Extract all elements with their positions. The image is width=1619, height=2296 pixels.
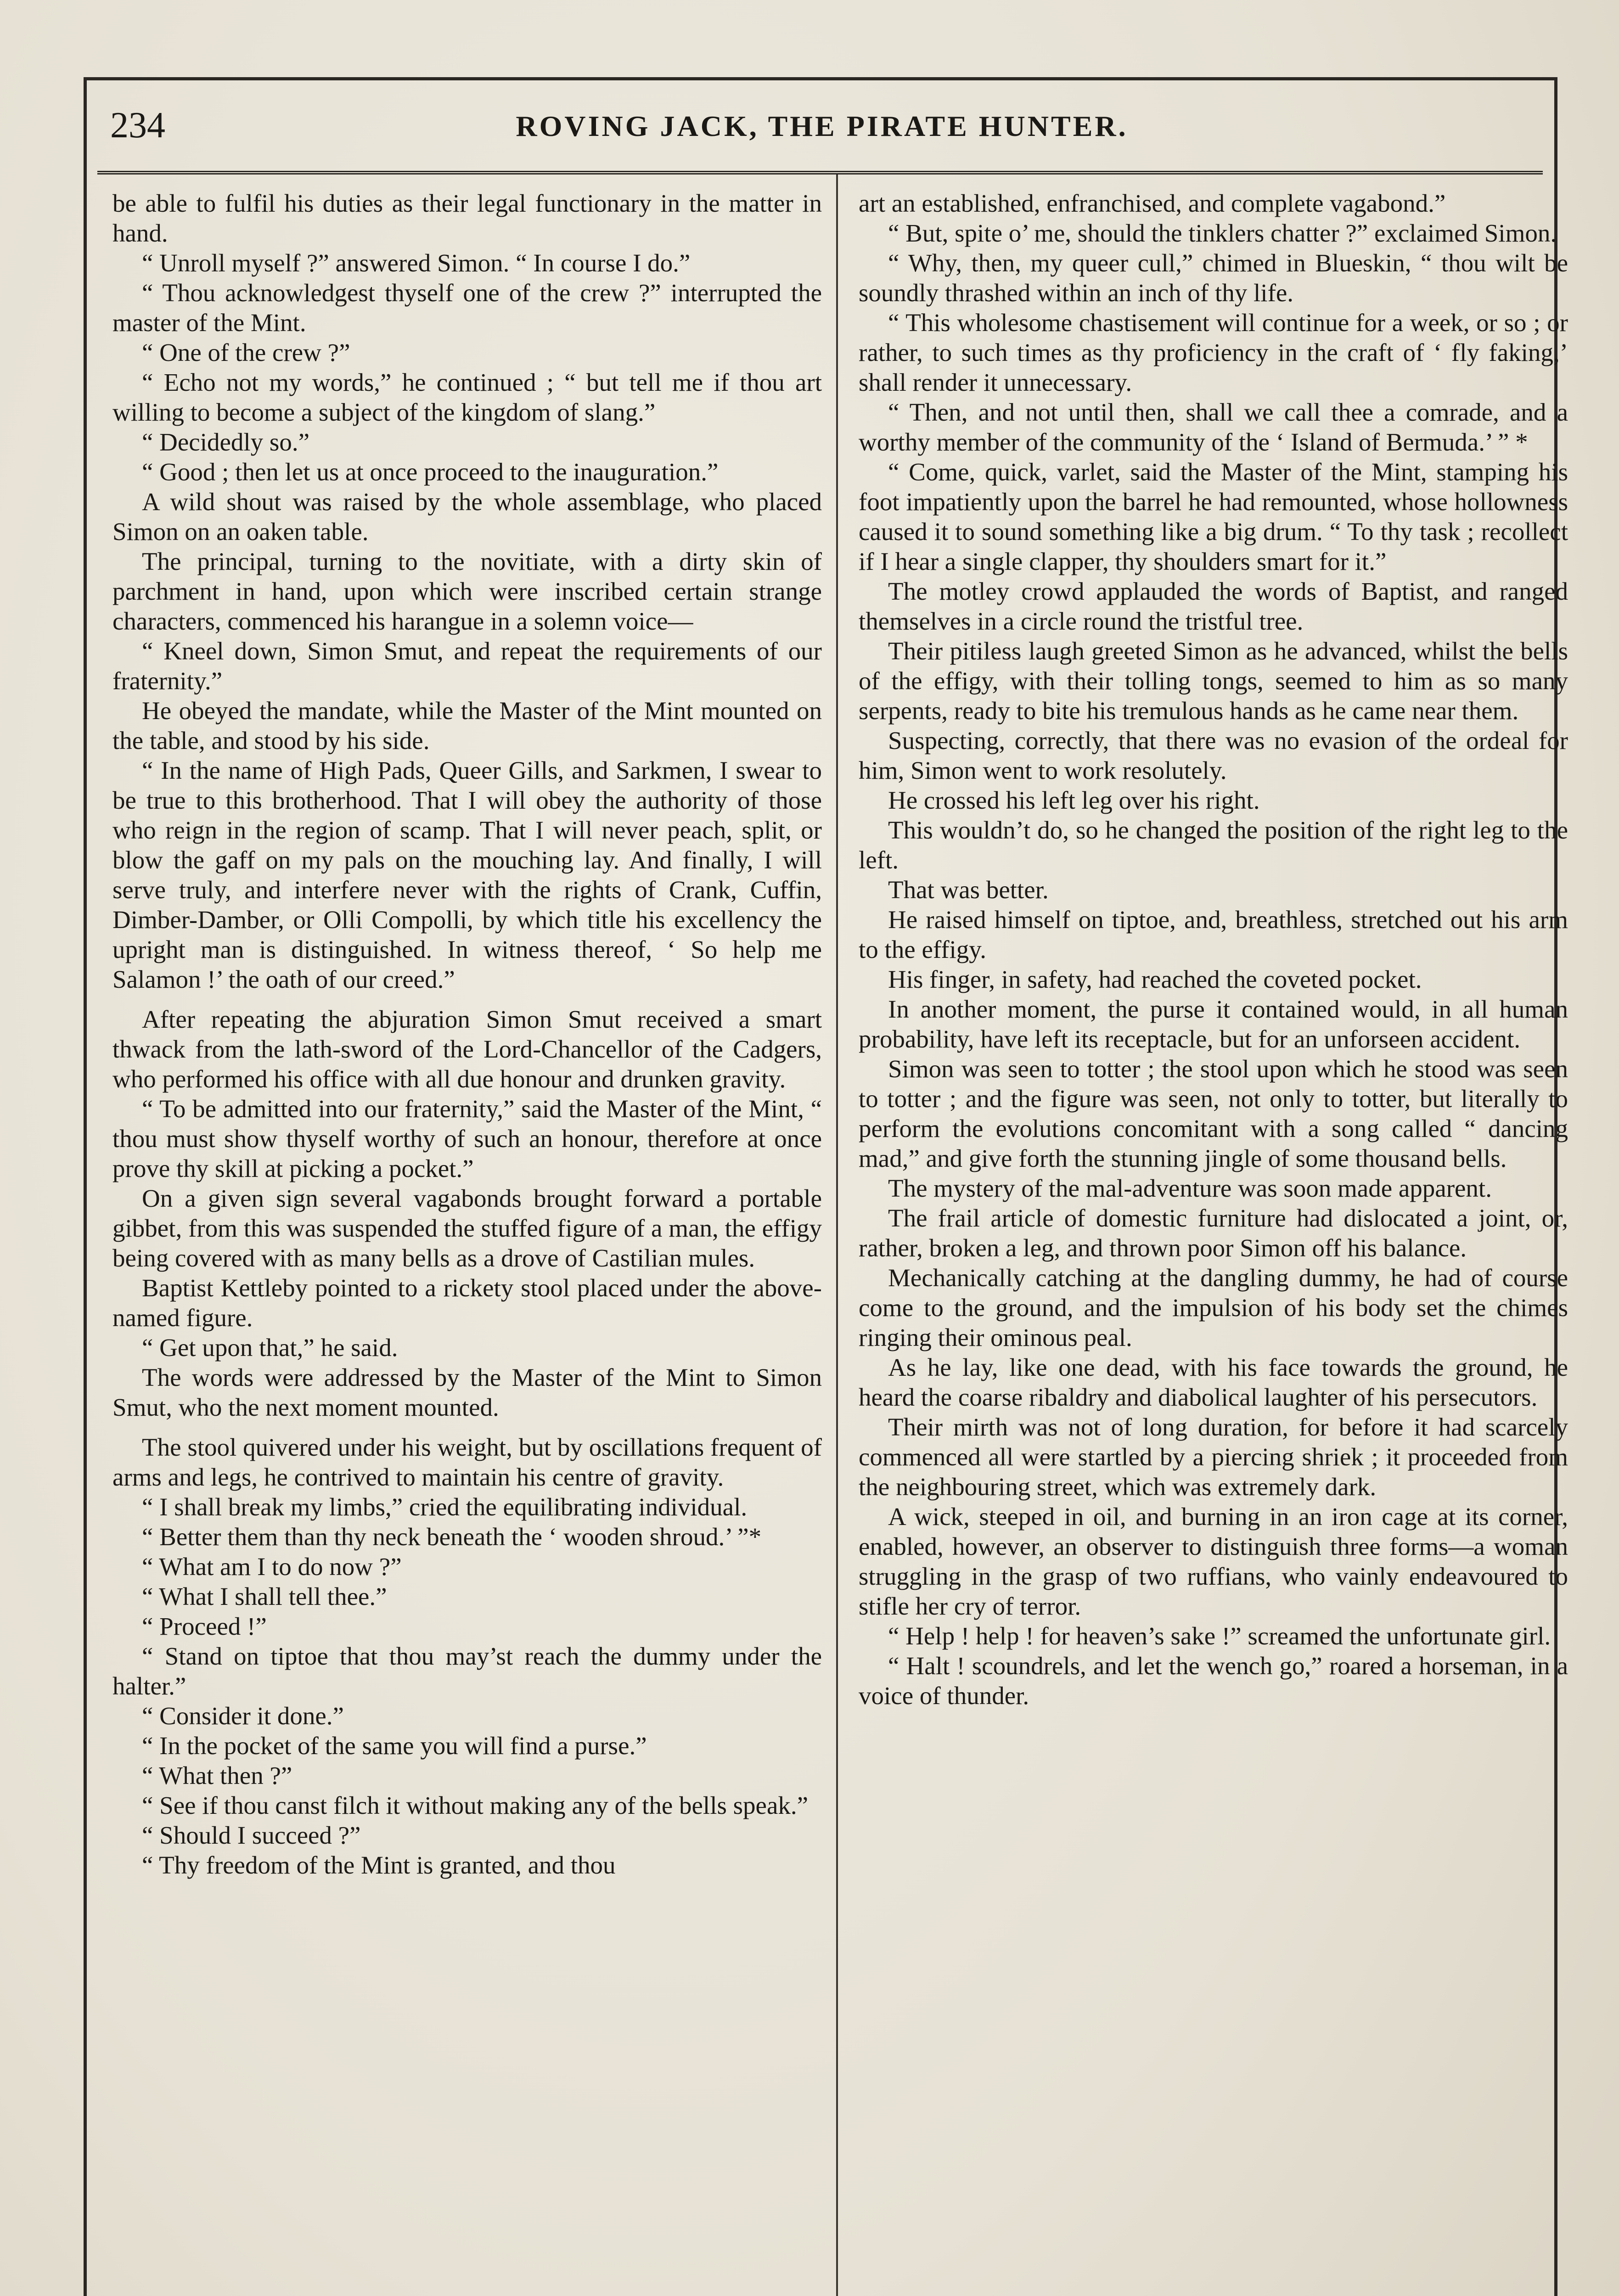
- paragraph: In another moment, the purse it contained would, in all human probability, have left its receptacle, but for an unforseen accident.: [859, 995, 1568, 1053]
- paragraph: “ Thy freedom of the Mint is granted, and thou: [142, 1851, 616, 1879]
- paragraph: “ To be admitted into our fraternity,” said the Master of the Mint, “ thou must show thyself worthy of such an honour, therefore at once prove thy skill at picking a pocket.”: [112, 1095, 822, 1182]
- paragraph: He raised himself on tiptoe, and, breathless, stretched out his arm to the effigy.: [859, 906, 1568, 963]
- paragraph: He crossed his left leg over his right.: [888, 786, 1260, 814]
- paragraph: “ See if thou canst filch it without making any of the bells speak.”: [142, 1791, 809, 1819]
- paragraph: art an established, enfranchised, and complete vagabond.”: [859, 189, 1446, 217]
- paragraph: “ Consider it done.”: [142, 1702, 344, 1730]
- paragraph: be able to fulfil his duties as their legal functionary in the matter in hand.: [112, 189, 822, 247]
- paragraph: “ Why, then, my queer cull,” chimed in Blueskin, “ thou wilt be soundly thrashed within an inch of thy life.: [859, 249, 1568, 307]
- paragraph: “ Unroll myself ?” answered Simon. “ In course I do.”: [142, 249, 691, 277]
- paragraph: “ Echo not my words,” he continued ; “ but tell me if thou art willing to become a subject of the kingdom of slang.”: [112, 368, 822, 426]
- right-column: [859, 188, 1568, 2296]
- paragraph: His finger, in safety, had reached the coveted pocket.: [888, 965, 1422, 993]
- paragraph: The frail article of domestic furniture had dislocated a joint, or, rather, broken a leg, and thrown poor Simon off his balance.: [859, 1204, 1568, 1262]
- page-number: 234: [110, 105, 165, 146]
- paragraph: The principal, turning to the novitiate, with a dirty skin of parchment in hand, upon which were inscribed certain strange characters, commenced his harangue in a solemn voice—: [112, 547, 822, 635]
- paragraph: Their mirth was not of long duration, for before it had scarcely commenced all were startled by a piercing shriek ; it proceeded from the neighbouring street, which was extremely dark.: [859, 1413, 1568, 1501]
- paragraph: “ What then ?”: [142, 1761, 292, 1790]
- column-divider: [836, 174, 838, 2296]
- paragraph: “ Halt ! scoundrels, and let the wench go,” roared a horseman, in a voice of thunder.: [859, 1652, 1568, 1710]
- left-column: [112, 188, 822, 2296]
- paragraph: He obeyed the mandate, while the Master of the Mint mounted on the table, and stood by his side.: [112, 697, 822, 754]
- paragraph: Mechanically catching at the dangling dummy, he had of course come to the ground, and the impulsion of his body set the chimes ringing their ominous peal.: [859, 1264, 1568, 1351]
- paragraph: Their pitiless laugh greeted Simon as he advanced, whilst the bells of the effigy, with their tolling tongs, seemed to him as so many serpents, ready to bite his tremulous hands as he came near them.: [859, 637, 1568, 725]
- paragraph: “ One of the crew ?”: [142, 338, 350, 366]
- paragraph: “ What am I to do now ?”: [142, 1553, 402, 1581]
- paragraph: “ Kneel down, Simon Smut, and repeat the requirements of our fraternity.”: [112, 637, 822, 695]
- paragraph: Baptist Kettleby pointed to a rickety stool placed under the above-named figure.: [112, 1274, 822, 1332]
- paragraph: “ But, spite o’ me, should the tinklers chatter ?” exclaimed Simon.: [888, 219, 1557, 247]
- paragraph: “ Good ; then let us at once proceed to the inauguration.”: [142, 458, 719, 486]
- paragraph: As he lay, like one dead, with his face towards the ground, he heard the coarse ribaldry and diabolical laughter of his persecutors.: [859, 1353, 1568, 1411]
- paragraph: This wouldn’t do, so he changed the position of the right leg to the left.: [859, 816, 1568, 874]
- running-title: ROVING JACK, THE PIRATE HUNTER.: [516, 110, 1128, 142]
- paragraph: “ In the pocket of the same you will find a purse.”: [142, 1732, 647, 1760]
- paragraph: The mystery of the mal-adventure was soon made apparent.: [888, 1174, 1492, 1202]
- paragraph: “ This wholesome chastisement will continue for a week, or so ; or rather, to such times as thy proficiency in the craft of ‘ fly faking,’ shall render it unnecessary.: [859, 309, 1568, 396]
- paragraph: The stool quivered under his weight, but by oscillations frequent of arms and legs, he contrived to maintain his centre of gravity.: [112, 1433, 822, 1491]
- paragraph: On a given sign several vagabonds brought forward a portable gibbet, from this was suspended the stuffed figure of a man, the effigy being covered with as many bells as a drove of Castilian mules.: [112, 1184, 822, 1272]
- paragraph: “ Get upon that,” he said.: [142, 1334, 398, 1362]
- paragraph: A wild shout was raised by the whole assemblage, who placed Simon on an oaken table.: [112, 488, 822, 546]
- paragraph: “ Decidedly so.”: [142, 428, 309, 456]
- header-rule: [97, 171, 1543, 174]
- paragraph: “ Stand on tiptoe that thou may’st reach the dummy under the halter.”: [112, 1642, 822, 1700]
- paragraph: That was better.: [888, 876, 1049, 904]
- paragraph: The motley crowd applauded the words of Baptist, and ranged themselves in a circle round the tristful tree.: [859, 577, 1568, 635]
- paragraph: “ Better them than thy neck beneath the ‘ wooden shroud.’ ”*: [142, 1523, 762, 1551]
- paragraph: “ Thou acknowledgest thyself one of the crew ?” interrupted the master of the Mint.: [112, 279, 822, 337]
- page-header: [110, 96, 1534, 165]
- paragraph: “ Come, quick, varlet, said the Master of the Mint, stamping his foot impatiently upon the barrel he had remounted, whose hollowness caused it to sound something like a big drum. “ To thy task ; recollect if I hear a single clapper, thy shoulders smart for it.”: [859, 458, 1568, 575]
- paragraph: “ Proceed !”: [142, 1612, 267, 1640]
- paragraph: “ What I shall tell thee.”: [142, 1582, 387, 1610]
- paragraph: The words were addressed by the Master of the Mint to Simon Smut, who the next moment mounted.: [112, 1363, 822, 1421]
- paragraph: “ Help ! help ! for heaven’s sake !” screamed the unfortunate girl.: [888, 1622, 1551, 1650]
- paragraph: “ Then, and not until then, shall we call thee a comrade, and a worthy member of the community of the ‘ Island of Bermuda.’ ” *: [859, 398, 1568, 456]
- paragraph: “ I shall break my limbs,” cried the equilibrating individual.: [142, 1493, 748, 1521]
- paragraph: After repeating the abjuration Simon Smut received a smart thwack from the lath-sword of the Lord-Chancellor of the Cadgers, who performed his office with all due honour and drunken gravity.: [112, 1005, 822, 1093]
- paragraph: “ Should I succeed ?”: [142, 1821, 361, 1849]
- paragraph: A wick, steeped in oil, and burning in an iron cage at its corner, enabled, however, an observer to distinguish three forms—a woman struggling in the grasp of two ruffians, who vainly endeavoured to stifle her cry of terror.: [859, 1503, 1568, 1620]
- paragraph: Suspecting, correctly, that there was no evasion of the ordeal for him, Simon went to work resolutely.: [859, 726, 1568, 784]
- paragraph: “ In the name of High Pads, Queer Gills, and Sarkmen, I swear to be true to this brotherhood. That I will obey the authority of those who reign in the region of scamp. That I will never peach, split, or blow the gaff on my pals on the mouching lay. And finally, I will serve truly, and interfere never with the rights of Crank, Cuffin, Dimber-Damber, or Olli Compolli, by which title his excellency the upright man is distinguished. In witness thereof, ‘ So help me Salamon !’ the oath of our creed.”: [112, 756, 822, 993]
- paragraph: Simon was seen to totter ; the stool upon which he stood was seen to totter ; and the figure was seen, not only to totter, but literally to perform the evolutions concomitant with a song called “ dancing mad,” and give forth the stunning jingle of some thousand bells.: [859, 1055, 1568, 1172]
